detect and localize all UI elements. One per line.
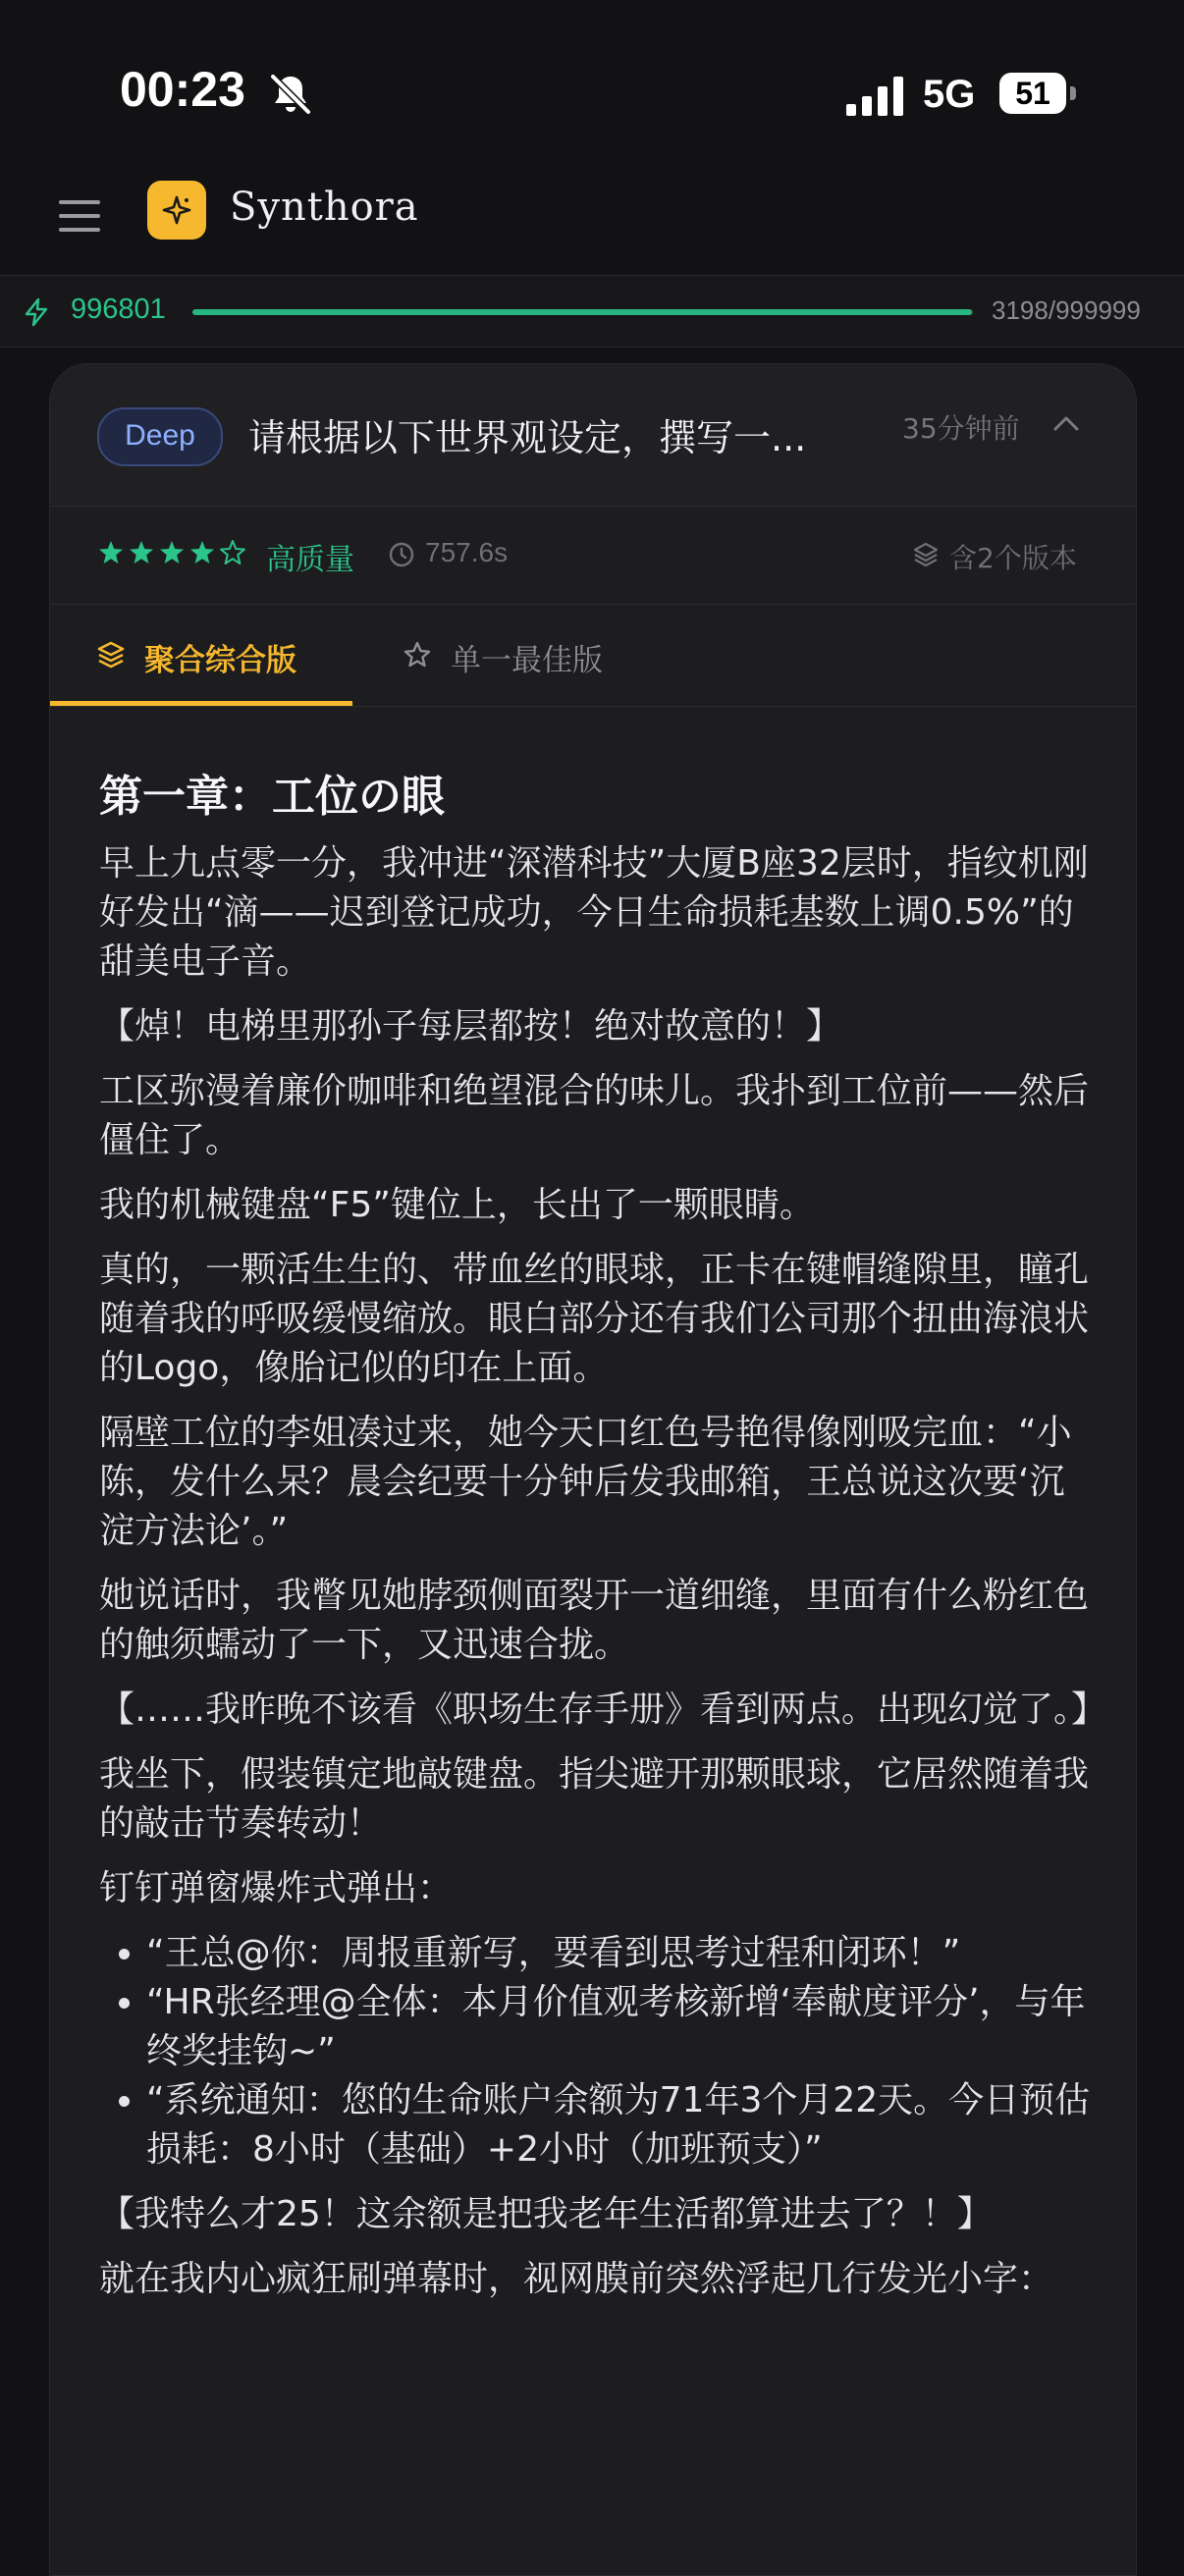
prompt-title: 请根据以下世界观设定，撰写一... xyxy=(248,416,807,459)
tab-merged[interactable] xyxy=(50,604,352,706)
paragraph: 真的，一颗活生生的、带血丝的眼球，正卡在键帽缝隙里，瞳孔随着我的呼吸缓慢缩放。眼白部分还有我们公司那个扭曲海浪状的Logo，像胎记似的印在上面。 xyxy=(99,1250,1090,1388)
mode-badge: Deep xyxy=(97,407,223,466)
version-tabs xyxy=(50,604,1136,707)
rating-stars xyxy=(97,539,249,570)
tab-best[interactable] xyxy=(382,604,618,706)
list-item: • “系统通知：您的生命账户余额为71年3个月22天。今日预估损耗：8小时（基础）+2小时（加班预支）” xyxy=(146,2076,1091,2174)
paragraph: 早上九点零一分，我冲进“深潜科技”大厦B座32层时，指纹机刚好发出“滴——迟到登记成功，今日生命损耗基数上调0.5%”的甜美电子音。 xyxy=(99,843,1089,982)
paragraph: 她说话时，我瞥见她脖颈侧面裂开一道细缝，里面有什么粉红色的触须蠕动了一下，又迅速合拢。 xyxy=(99,1576,1090,1665)
notification-list xyxy=(99,1929,1091,2174)
layers-icon xyxy=(912,541,940,568)
status-time: 00:23 xyxy=(120,62,245,117)
article-content xyxy=(99,767,1107,2320)
tab-merged-label: 聚合综合版 xyxy=(144,643,296,678)
list-item: • “HR张经理@全体：本月价值观考核新增‘奉献度评分’，与年终奖挂钩~” xyxy=(146,1978,1091,2076)
card-header[interactable] xyxy=(50,364,1136,507)
star-empty-icon xyxy=(219,539,246,566)
sparkle-icon xyxy=(159,192,194,228)
star-outline-icon xyxy=(402,639,433,671)
quota-usage: 3198/999999 xyxy=(992,295,1141,325)
signal-icon xyxy=(846,77,905,116)
network-type: 5G xyxy=(923,73,976,116)
paragraph: 就在我内心疯狂刷弹幕时，视网膜前突然浮起几行发光小字： xyxy=(99,2259,1054,2299)
lightning-icon xyxy=(22,297,51,327)
meta-row xyxy=(50,506,1136,605)
chevron-up-icon[interactable] xyxy=(1051,411,1081,435)
response-card xyxy=(49,363,1137,2576)
app-header xyxy=(0,157,1184,275)
star-filled-icon xyxy=(158,539,186,566)
star-filled-icon xyxy=(128,539,155,566)
paragraph: 我的机械键盘“F5”键位上，长出了一颗眼睛。 xyxy=(99,1185,815,1225)
quota-progress-fill xyxy=(192,309,972,315)
chapter-heading: 第一章：工位の眼 xyxy=(99,772,445,822)
battery-icon xyxy=(999,73,1076,114)
quota-balance: 996801 xyxy=(71,294,166,325)
layers-icon xyxy=(95,639,127,671)
star-filled-icon xyxy=(97,539,125,566)
app-logo xyxy=(147,181,206,240)
app-title: Synthora xyxy=(230,185,419,230)
battery-level: 51 xyxy=(999,73,1066,114)
paragraph: 工区弥漫着廉价咖啡和绝望混合的味儿。我扑到工位前——然后僵住了。 xyxy=(99,1071,1090,1160)
time-ago: 35分钟前 xyxy=(902,412,1020,445)
paragraph: 【我特么才25！这余额是把我老年生活都算进去了？！】 xyxy=(99,2194,993,2234)
quota-bar xyxy=(0,275,1184,348)
paragraph: 【焯！电梯里那孙子每层都按！绝对故意的！】 xyxy=(99,1006,842,1046)
version-count: 含2个版本 xyxy=(949,542,1077,574)
tab-best-label: 单一最佳版 xyxy=(451,643,603,678)
paragraph: 我坐下，假装镇定地敲键盘。指尖避开那颗眼球，它居然随着我的敲击节奏转动！ xyxy=(99,1754,1090,1844)
paragraph: 隔壁工位的李姐凑过来，她今天口红色号艳得像刚吸完血：“小陈，发什么呆？晨会纪要十分钟后发我邮箱，王总说这次要‘沉淀方法论’。” xyxy=(99,1413,1072,1551)
quality-label: 高质量 xyxy=(266,543,354,577)
list-item: • “王总@你：周报重新写，要看到思考过程和闭环！” xyxy=(146,1929,1091,1978)
menu-icon[interactable] xyxy=(57,196,102,236)
star-filled-icon xyxy=(188,539,216,566)
duration: 757.6s xyxy=(425,537,509,567)
bell-muted-icon xyxy=(267,71,314,118)
paragraph: 钉钉弹窗爆炸式弹出： xyxy=(99,1868,454,1908)
paragraph: 【……我昨晚不该看《职场生存手册》看到两点。出现幻觉了。】 xyxy=(99,1690,1107,1730)
quota-progress-track xyxy=(192,309,974,315)
clock-icon xyxy=(388,541,415,568)
battery-tip xyxy=(1070,86,1076,100)
